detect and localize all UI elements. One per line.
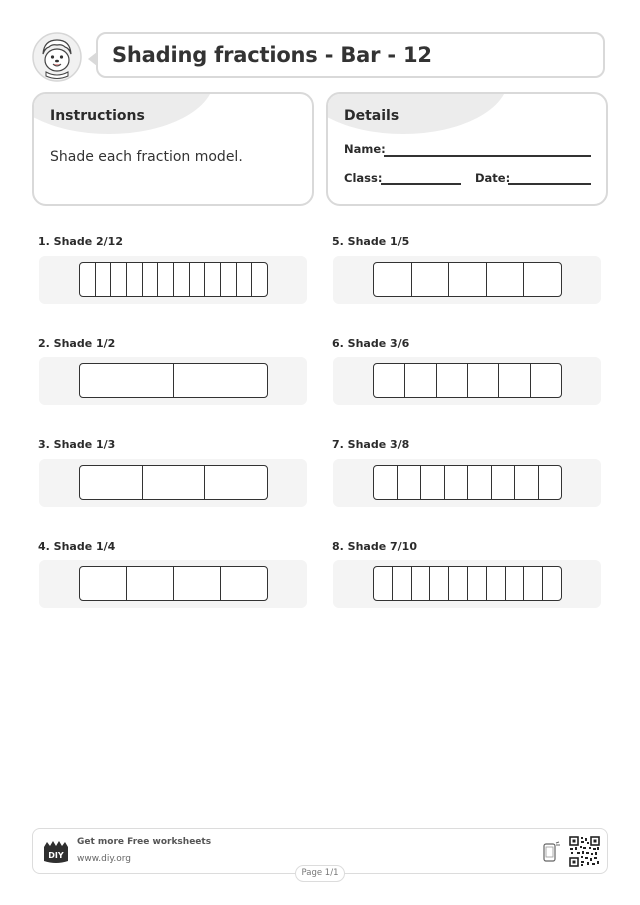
date-label: Date:: [475, 171, 511, 185]
class-label: Class:: [344, 171, 383, 185]
qr-code-icon: [569, 836, 600, 867]
question-6-panel: [333, 357, 601, 405]
question-4-label: 4. Shade 1/4: [38, 540, 116, 553]
page-title: Shading fractions - Bar - 12: [112, 43, 432, 67]
name-label: Name:: [344, 142, 386, 156]
question-8-label: 8. Shade 7/10: [332, 540, 417, 553]
fraction-segment[interactable]: [420, 466, 444, 499]
fraction-segment[interactable]: [126, 567, 173, 600]
fraction-segment[interactable]: [189, 263, 205, 296]
fraction-segment[interactable]: [404, 364, 435, 397]
fraction-segment[interactable]: [220, 567, 267, 600]
fraction-segment[interactable]: [110, 263, 126, 296]
fraction-segment[interactable]: [486, 263, 524, 296]
fraction-segment[interactable]: [444, 466, 468, 499]
question-2-label: 2. Shade 1/2: [38, 337, 116, 350]
fraction-segment[interactable]: [374, 567, 392, 600]
fraction-segment[interactable]: [436, 364, 467, 397]
fraction-segment[interactable]: [157, 263, 173, 296]
question-1-panel: [39, 256, 307, 304]
question-5-panel: [333, 256, 601, 304]
instructions-text: Shade each fraction model.: [50, 149, 243, 165]
fraction-segment[interactable]: [220, 263, 236, 296]
question-1-label: 1. Shade 2/12: [38, 235, 123, 248]
page-indicator: Page 1/1: [295, 865, 345, 882]
fraction-segment[interactable]: [523, 567, 542, 600]
footer-url[interactable]: www.diy.org: [77, 854, 131, 864]
fraction-bar[interactable]: [79, 363, 268, 398]
question-3-panel: [39, 459, 307, 507]
instructions-card: [32, 92, 314, 206]
fraction-bar[interactable]: [373, 566, 562, 601]
fraction-segment[interactable]: [142, 263, 158, 296]
fraction-segment[interactable]: [523, 263, 561, 296]
svg-text:DIY: DIY: [48, 851, 64, 860]
fraction-segment[interactable]: [448, 567, 467, 600]
fraction-segment[interactable]: [542, 567, 561, 600]
monkey-mascot-icon: [32, 32, 82, 82]
details-heading: Details: [344, 108, 400, 124]
fraction-bar[interactable]: [373, 363, 562, 398]
question-8-panel: [333, 560, 601, 608]
fraction-segment[interactable]: [80, 364, 173, 397]
fraction-segment[interactable]: [204, 263, 220, 296]
fraction-segment[interactable]: [374, 263, 411, 296]
fraction-segment[interactable]: [80, 466, 142, 499]
fraction-segment[interactable]: [467, 466, 491, 499]
fraction-segment[interactable]: [397, 466, 421, 499]
fraction-segment[interactable]: [173, 364, 267, 397]
instructions-heading: Instructions: [50, 108, 145, 124]
fraction-bar[interactable]: [79, 262, 268, 297]
fraction-segment[interactable]: [374, 364, 404, 397]
fraction-segment[interactable]: [126, 263, 142, 296]
fraction-segment[interactable]: [429, 567, 448, 600]
fraction-segment[interactable]: [173, 567, 220, 600]
fraction-segment[interactable]: [142, 466, 205, 499]
fraction-segment[interactable]: [392, 567, 411, 600]
title-bubble: [96, 32, 605, 78]
question-5-label: 5. Shade 1/5: [332, 235, 410, 248]
fraction-segment[interactable]: [538, 466, 562, 499]
fraction-segment[interactable]: [498, 364, 529, 397]
fraction-segment[interactable]: [251, 263, 267, 296]
fraction-bar[interactable]: [373, 262, 562, 297]
fraction-bar[interactable]: [79, 566, 268, 601]
fraction-segment[interactable]: [95, 263, 111, 296]
fraction-segment[interactable]: [505, 567, 524, 600]
question-3-label: 3. Shade 1/3: [38, 438, 116, 451]
fraction-segment[interactable]: [491, 466, 515, 499]
phone-icon: [541, 841, 561, 863]
question-4-panel: [39, 560, 307, 608]
fraction-bar[interactable]: [79, 465, 268, 500]
fraction-segment[interactable]: [467, 567, 486, 600]
fraction-segment[interactable]: [80, 263, 95, 296]
fraction-segment[interactable]: [236, 263, 252, 296]
question-7-label: 7. Shade 3/8: [332, 438, 410, 451]
fraction-segment[interactable]: [80, 567, 126, 600]
diy-logo-icon[interactable]: [41, 839, 71, 865]
fraction-segment[interactable]: [204, 466, 267, 499]
fraction-segment[interactable]: [486, 567, 505, 600]
fraction-bar[interactable]: [373, 465, 562, 500]
fraction-segment[interactable]: [374, 466, 397, 499]
fraction-segment[interactable]: [467, 364, 498, 397]
name-field[interactable]: [384, 155, 591, 157]
question-7-panel: [333, 459, 601, 507]
question-6-label: 6. Shade 3/6: [332, 337, 410, 350]
date-field[interactable]: [508, 183, 591, 185]
fraction-segment[interactable]: [530, 364, 561, 397]
fraction-segment[interactable]: [448, 263, 486, 296]
fraction-segment[interactable]: [514, 466, 538, 499]
fraction-segment[interactable]: [411, 263, 449, 296]
class-field[interactable]: [381, 183, 461, 185]
question-2-panel: [39, 357, 307, 405]
fraction-segment[interactable]: [411, 567, 430, 600]
details-card: [326, 92, 608, 206]
footer-promo: Get more Free worksheets: [77, 837, 212, 847]
fraction-segment[interactable]: [173, 263, 189, 296]
